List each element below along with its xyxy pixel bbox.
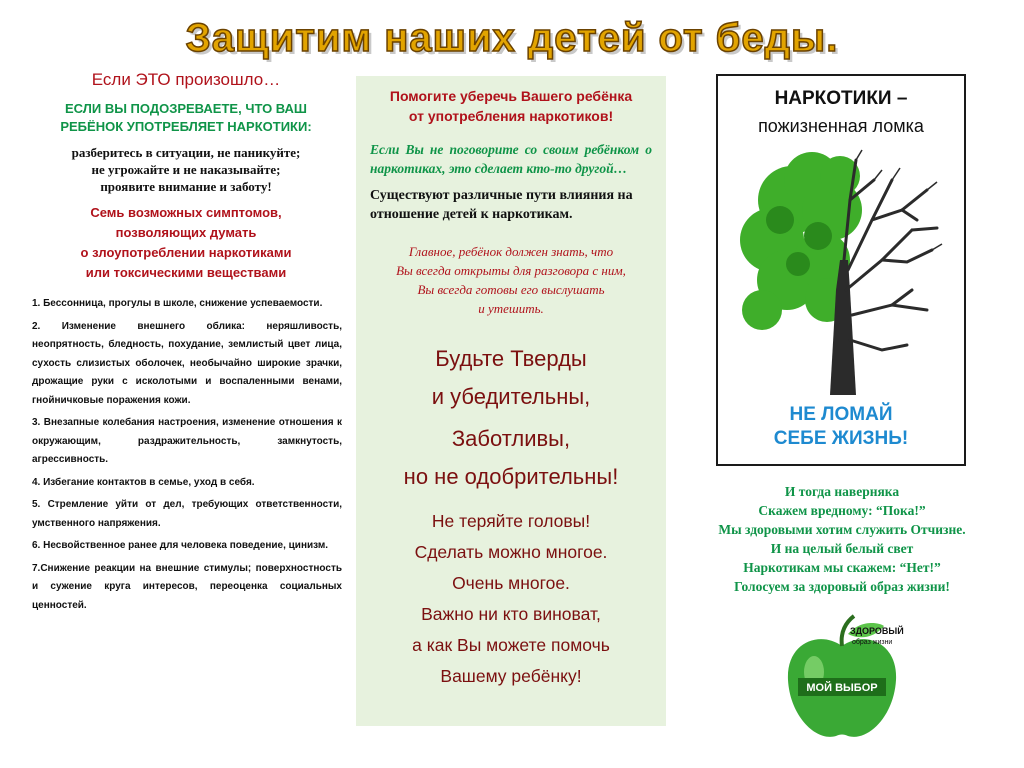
advice-line: не угрожайте и не наказывайте; [91, 162, 281, 177]
ways-text: Существуют различные пути влияния на отношение детей к наркотикам. [370, 188, 633, 222]
symptom-item: 1. Бессонница, прогулы в школе, снижение успеваемости. [32, 298, 323, 309]
left-column [30, 64, 342, 754]
middle-panel [356, 76, 666, 726]
main-idea-line: Вы всегда открыты для разговора с ним, [396, 263, 626, 278]
middle-heading [356, 86, 666, 126]
poster-slogan-line: СЕБЕ ЖИЗНЬ! [773, 428, 909, 449]
encouragement-line: Важно ни кто виноват, [421, 604, 601, 624]
symptoms-heading-line: позволяющих думать [115, 225, 257, 240]
poem-line: И тогда наверняка [784, 484, 900, 499]
poem-line: Наркотикам мы скажем: “Нет!” [743, 560, 941, 575]
symptom-item: 5. Стремление уйти от дел, требующих ответственности, умственного напряжения. [32, 499, 342, 529]
main-idea-line: Вы всегда готовы его выслушать [417, 282, 605, 297]
main-idea-line: и утешить. [478, 301, 544, 316]
poem-line: И на целый белый свет [770, 541, 914, 556]
symptom-item: 2. Изменение внешнего облика: неряшливость, неопрятность, бледность, похудание, землистый цвет лица, сухость слизистых оболочек, необычайно широкие зрачки, дрожащие руки с исколотыми и воспаленными венами, гнойничковые поражения кожи. [32, 320, 342, 406]
encouragement-line: Вашему ребёнку! [440, 666, 582, 686]
symptoms-heading [30, 203, 342, 283]
advice-line: разберитесь в ситуации, не паникуйте; [71, 145, 301, 160]
caring-callout [356, 420, 666, 496]
encouragement-line: а как Вы можете помочь [412, 635, 610, 655]
poster-subtitle: пожизненная ломка [758, 116, 924, 136]
middle-heading-line: от употребления наркотиков! [408, 108, 614, 124]
suspect-line: РЕБЁНОК УПОТРЕБЛЯЕТ НАРКОТИКИ: [60, 119, 312, 134]
poster-title: НАРКОТИКИ – [774, 88, 908, 109]
poem-block [686, 482, 998, 596]
middle-heading-line: Помогите уберечь Вашего ребёнка [389, 88, 633, 104]
encouragement-line: Очень многое. [452, 573, 570, 593]
callout-line: но не одобрительны! [403, 464, 619, 489]
symptoms-heading-line: о злоупотреблении наркотиками [80, 245, 292, 260]
healthy-choice-logo [780, 612, 904, 746]
symptom-item: 3. Внезапные колебания настроения, изменение отношения к окружающим, раздражительность, замкнутость, агрессивность. [32, 417, 342, 465]
poem-line: Скажем вредному: “Пока!” [758, 503, 926, 518]
half-green-tree-icon [732, 140, 952, 400]
callout-line: Заботливы, [451, 426, 571, 451]
symptom-item: 4. Избегание контактов в семье, уход в себя. [32, 476, 255, 488]
symptom-item: 6. Несвойственное ранее для человека поведение, цинизм. [32, 540, 329, 551]
logo-healthy-text: ЗДОРОВЫЙ [850, 626, 904, 636]
apple-icon [780, 612, 904, 746]
symptom-item: 7.Снижение реакции на внешние стимулы; поверхностность и сужение круга интересов, переоценка социальных ценностей. [32, 562, 342, 611]
logo-badge-text: МОЙ ВЫБОР [806, 682, 878, 694]
encouragement-line: Не теряйте головы! [431, 511, 591, 531]
advice-block [30, 144, 342, 195]
main-idea-line: Главное, ребёнок должен знать, что [408, 244, 614, 259]
poster-slogan-line: НЕ ЛОМАЙ [789, 404, 893, 425]
main-idea-text [356, 242, 666, 318]
suspect-heading [30, 100, 342, 136]
symptoms-list [30, 295, 342, 615]
callout-line: Будьте Тверды [435, 346, 587, 371]
left-heading: Если ЭТО произошло… [91, 70, 281, 89]
callout-line: и убедительны, [431, 384, 591, 409]
logo-lifestyle-text: образ жизни [852, 639, 893, 646]
warning-text: Если Вы не поговорите со своим ребёнком о наркотиках, это сделает кто-то другой… [370, 142, 652, 176]
symptoms-heading-line: или токсическими веществами [85, 265, 287, 280]
poem-line: Мы здоровыми хотим служить Отчизне. [718, 522, 966, 537]
symptoms-heading-line: Семь возможных симптомов, [90, 205, 282, 220]
page-title: Защитим наших детей от беды. [185, 16, 839, 60]
poem-line: Голосуем за здоровый образ жизни! [734, 579, 950, 594]
firm-callout [356, 340, 666, 416]
poster-image [716, 74, 966, 466]
suspect-line: ЕСЛИ ВЫ ПОДОЗРЕВАЕТЕ, ЧТО ВАШ [65, 101, 307, 116]
encouragement-block [356, 506, 666, 692]
advice-line: проявите внимание и заботу! [100, 179, 272, 194]
encouragement-line: Сделать можно многое. [414, 542, 608, 562]
